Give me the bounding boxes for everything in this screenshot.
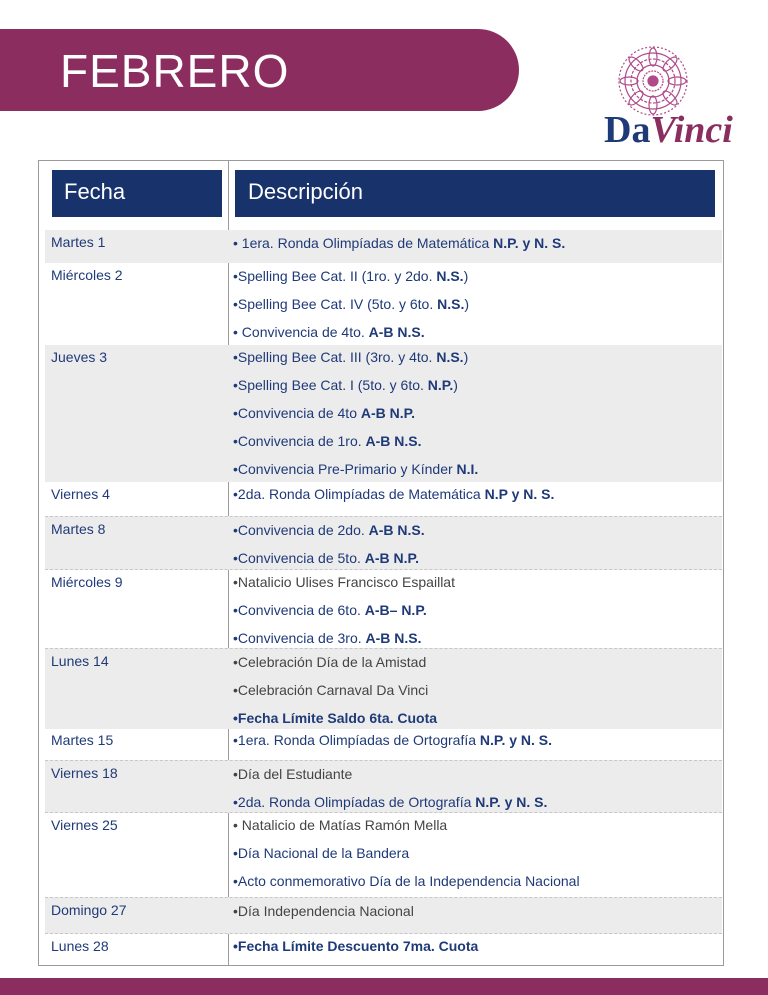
event-text: •Convivencia de 3ro. [233,630,366,646]
event-level: A-B N.P. [364,550,419,566]
row-date: Lunes 28 [51,938,109,954]
event-level: A-B N.S. [368,522,425,538]
table-row [45,482,722,516]
row-date: Viernes 25 [51,817,118,833]
logo-vinci: Vinci [650,109,733,151]
event-level: N.P. [427,377,454,393]
event-text: •Convivencia Pre-Primario y Kínder [233,461,457,477]
event-item [233,296,469,312]
event-item [233,405,415,421]
event-level: N.P y N. S. [484,486,555,502]
event-text: • Natalicio de Matías Ramón Mella [233,817,448,833]
event-tail: ) [464,296,470,312]
event-level: •Fecha Límite Saldo 6ta. Cuota [233,710,438,726]
event-text: •Spelling Bee Cat. II (1ro. y 2do. [233,268,437,284]
row-date: Jueves 3 [51,349,108,365]
header-fecha: Fecha [52,170,222,217]
row-date: Miércoles 9 [51,574,123,590]
event-item [233,324,425,340]
event-text: •2da. Ronda Olimpíadas de Ortografía [233,794,476,810]
event-text: • Convivencia de 4to. [233,324,369,340]
event-item [233,654,426,670]
event-item [233,732,552,748]
event-tail: ) [463,349,469,365]
event-text: •Celebración Carnaval Da Vinci [233,682,429,698]
event-item [233,630,422,646]
event-item [233,845,409,861]
event-item [233,574,455,590]
event-item [233,602,427,618]
event-text: •Convivencia de 5to. [233,550,365,566]
event-item [233,873,580,889]
event-text: •Convivencia de 1ro. [233,433,366,449]
event-item [233,268,468,284]
event-text: •Convivencia de 4to [233,405,361,421]
event-level: N.P. y N. S. [475,794,548,810]
row-date: Miércoles 2 [51,267,123,283]
event-level: A-B N.S. [368,324,425,340]
event-text: •Natalicio Ulises Francisco Espaillat [233,574,455,590]
table-row [45,812,722,898]
event-item [233,522,425,538]
row-date: Martes 8 [51,521,106,537]
event-text: •Día Independencia Nacional [233,903,414,919]
event-item [233,377,458,393]
table-row [45,569,722,649]
event-level: N.P. y N. S. [493,235,566,251]
event-level: A-B N.P. [360,405,416,421]
event-text: •1era. Ronda Olimpíadas de Ortografía [233,732,480,748]
event-item [233,682,428,698]
event-text: •Spelling Bee Cat. IV (5to. y 6to. [233,296,438,312]
event-item [233,550,419,566]
row-date: Lunes 14 [51,653,109,669]
event-item [233,766,352,782]
event-level: N.S. [436,268,464,284]
table-row [45,345,722,482]
row-date: Martes 1 [51,234,106,250]
event-text: •Convivencia de 6to. [233,602,365,618]
event-level: N.S. [436,349,464,365]
event-level: N.I. [456,461,479,477]
table-row [45,230,722,263]
month-title: FEBRERO [60,45,290,97]
event-item [233,817,447,833]
event-level: A-B N.S. [365,433,422,449]
event-text: •Spelling Bee Cat. I (5to. y 6to. [233,377,428,393]
table-row [45,760,722,813]
table-row [45,648,722,729]
row-date: Viernes 18 [51,765,118,781]
event-level: N.P. y N. S. [479,732,553,748]
event-item [233,710,437,726]
event-item [233,235,565,251]
table-row [45,263,722,345]
event-text: • 1era. Ronda Olimpíadas de Matemática [233,235,494,251]
event-item [233,903,414,919]
event-item [233,433,422,449]
event-item [233,349,468,365]
logo-da: Da [604,109,651,151]
event-level: A-B– N.P. [364,602,427,618]
event-text: •Acto conmemorativo Día de la Independencia Nacional [233,873,580,889]
event-tail: ) [453,377,458,393]
event-item [233,461,478,477]
table-row [45,516,722,570]
event-level: N.S. [437,296,465,312]
event-item [233,794,547,810]
table-row [45,728,722,760]
logo-wordmark [604,108,733,152]
event-text: •2da. Ronda Olimpíadas de Matemática [233,486,485,502]
table-row [45,933,722,966]
row-date: Viernes 4 [51,486,110,502]
event-level: •Fecha Límite Descuento 7ma. Cuota [233,938,479,954]
event-text: •Convivencia de 2do. [233,522,369,538]
event-item [233,938,478,954]
event-text: •Día del Estudiante [233,766,353,782]
table-row [45,897,722,934]
event-tail: ) [463,268,469,284]
event-level: A-B N.S. [365,630,422,646]
event-item [233,486,554,502]
event-text: •Spelling Bee Cat. III (3ro. y 4to. [233,349,437,365]
event-text: •Celebración Día de la Amistad [233,654,427,670]
header-descripcion: Descripción [235,170,715,217]
footer-bar [0,978,768,995]
row-date: Domingo 27 [51,902,127,918]
event-text: •Día Nacional de la Bandera [233,845,410,861]
row-date: Martes 15 [51,732,114,748]
